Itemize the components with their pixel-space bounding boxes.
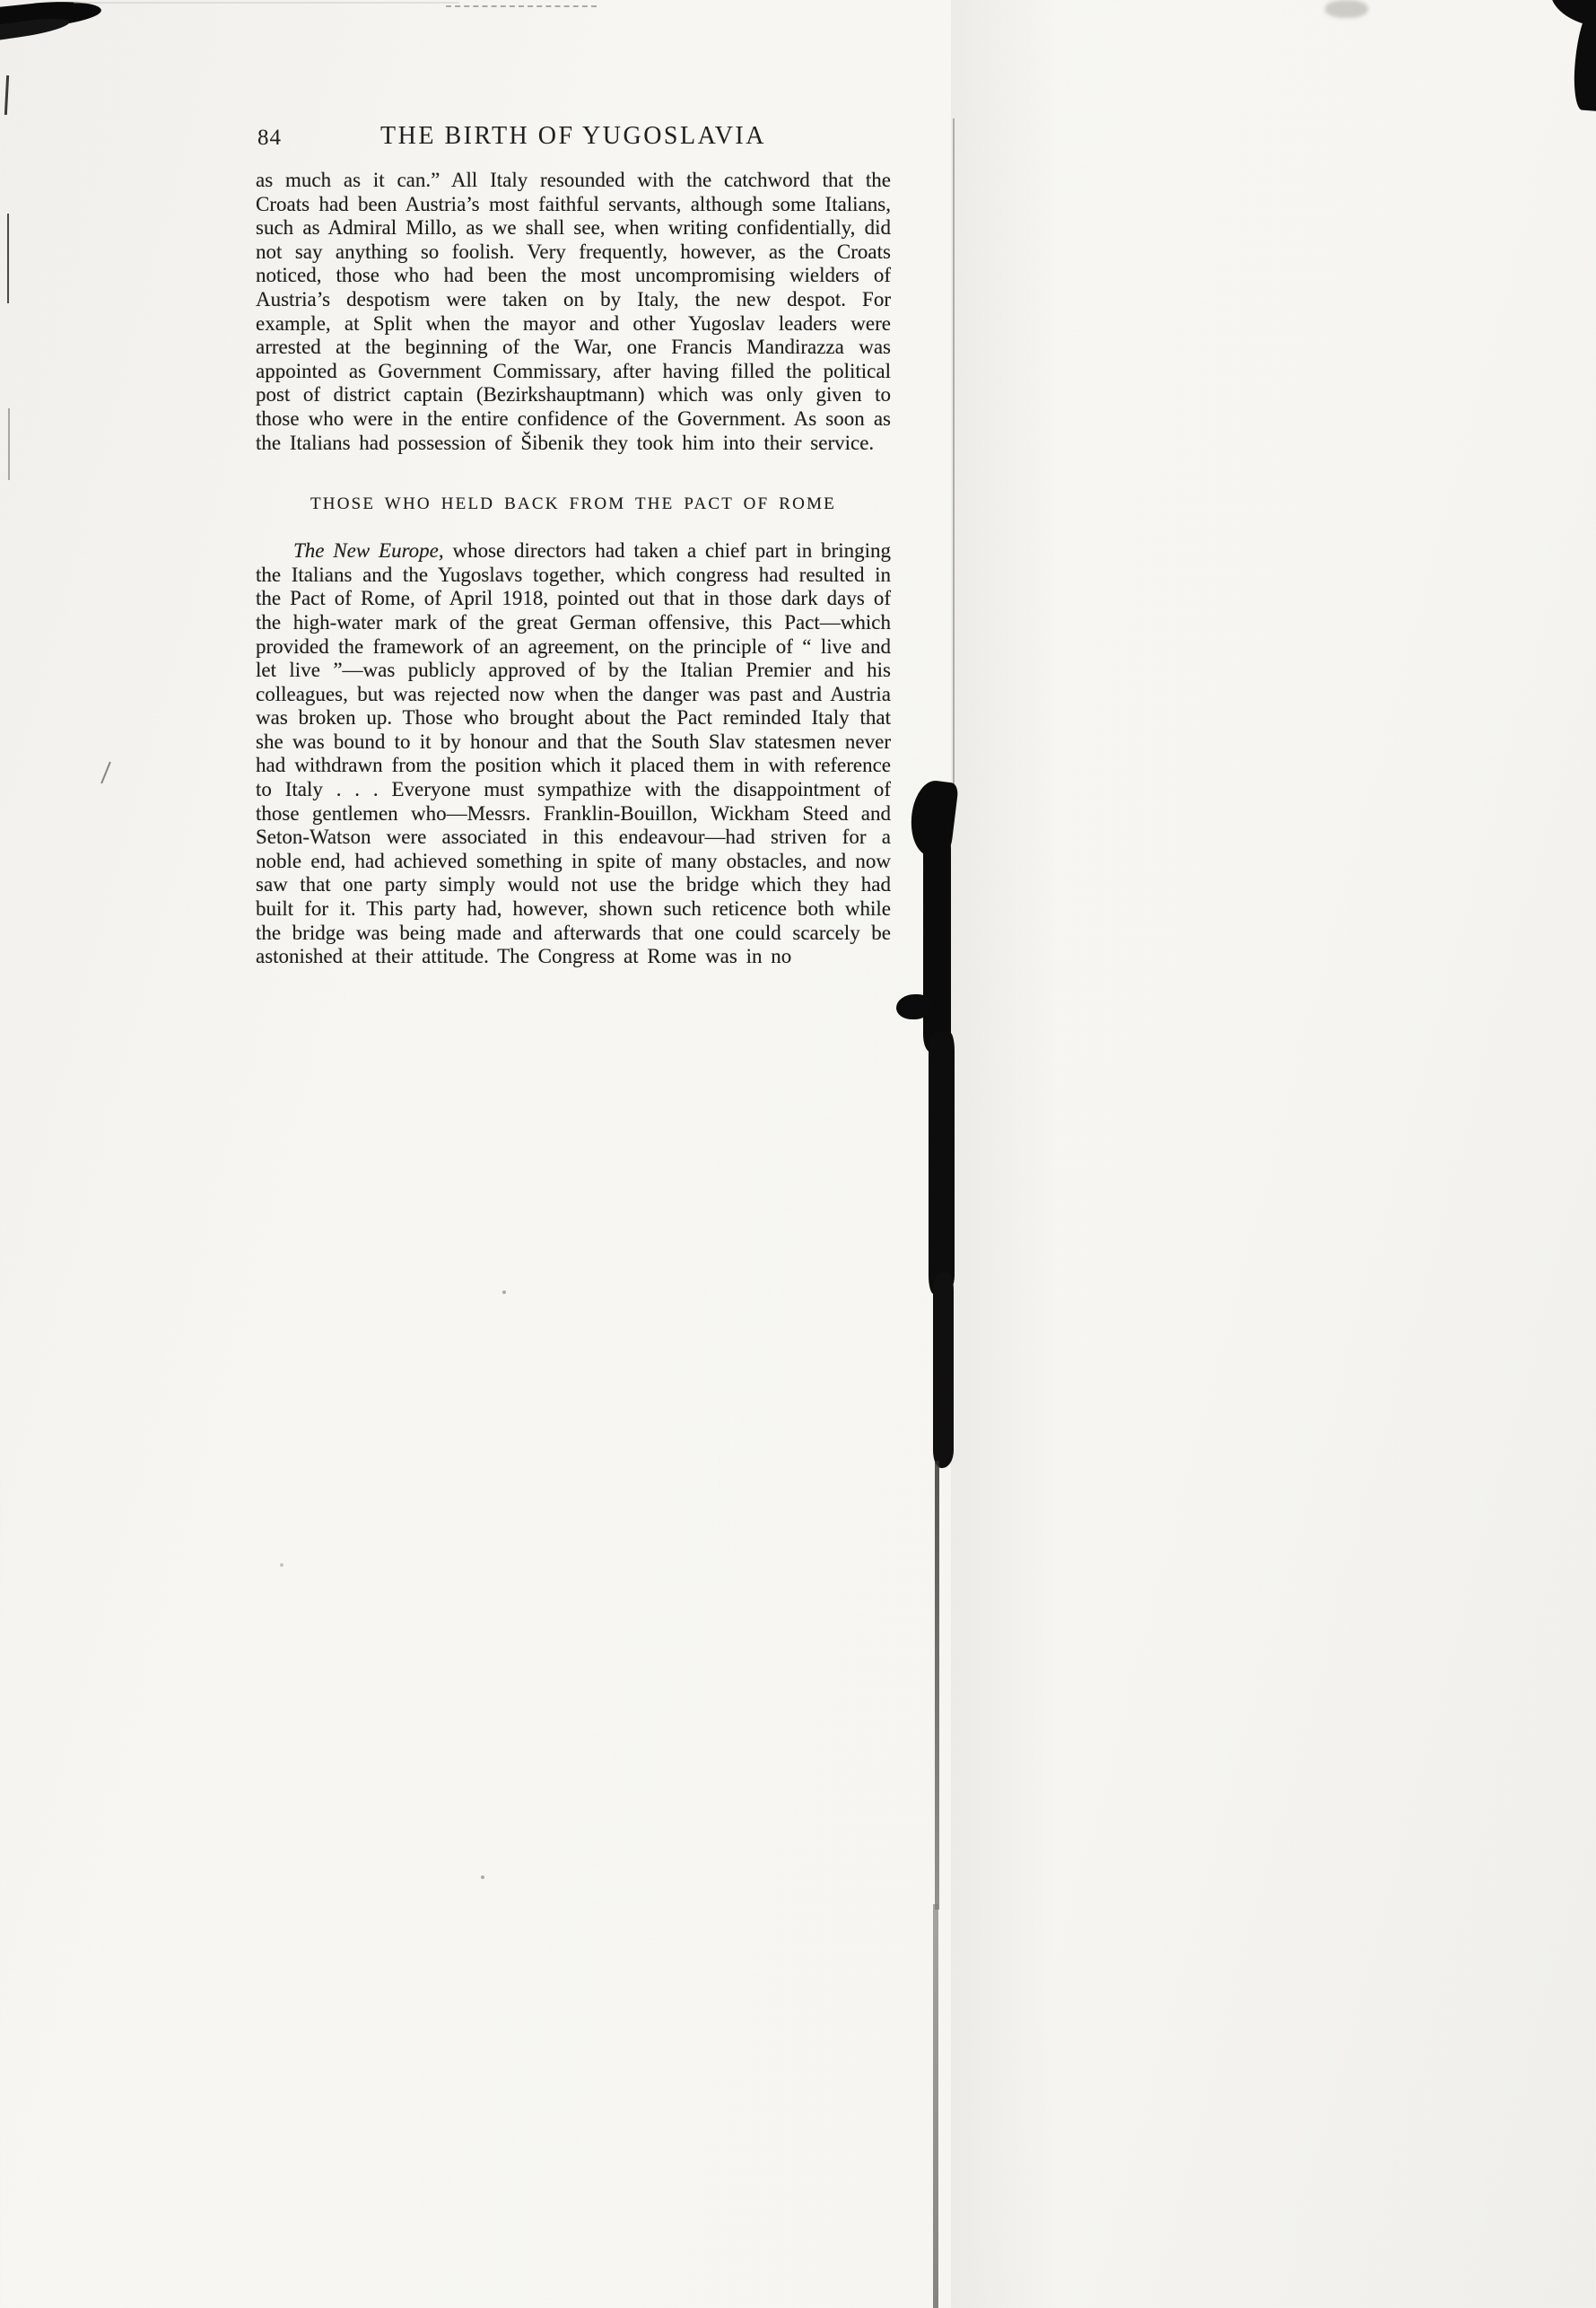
running-title: THE BIRTH OF YUGOSLAVIA (380, 122, 766, 150)
paragraph-2-body: whose directors had taken a chief part in bringing the Italians and the Yugoslavs together, which congress had resulted in the Pact of Rome, of April 1918, pointed out that in those dark days of the high-water mark of the great German offensive, this Pact—which provided the framework of an agreement, on the principle of “ live and let live ”—was publicly approved of by the Italian Premier and his colleagues, but was rejected now when the danger was past and Austria was broken up. Those who brought about the Pact reminded Italy that she was bound to it by honour and that the South Slav statesmen never had withdrawn from the position which it placed them in with reference to Italy . . . Everyone must sympathize with the disappointment of those gentlemen who—Messrs. Franklin-Bouillon, Wickham Steed and Seton-Watson were associated in this endeavour—had striven for a noble end, had achieved something in spite of many obstacles, and now saw that one party simply would not use the bridge which they had built for it. This party had, however, shown such reticence both while the bridge was being made and afterwards that one could scarcely be astonished at their attitude. The Congress at Rome was in no (256, 539, 892, 968)
binding-shadow-bump (896, 994, 930, 1019)
paper-speck-2 (481, 1875, 484, 1879)
scan-top-edge-line (74, 2, 459, 4)
pencil-slash-mark (100, 762, 111, 784)
paper-speck-3 (280, 1563, 283, 1567)
page-number: 84 (257, 126, 282, 150)
paper-speck-1 (502, 1290, 506, 1294)
binding-shade (951, 0, 1059, 2308)
section-heading: THOSE WHO HELD BACK FROM THE PACT OF ROME (310, 494, 836, 514)
binding-shadow-bar-2 (929, 1032, 955, 1294)
scan-dashed-line-top (446, 5, 597, 7)
margin-mark-left-2 (7, 214, 9, 303)
italic-journal-title: The New Europe, (293, 539, 444, 563)
margin-mark-left-3 (8, 408, 10, 480)
scan-smudge-top-right (1325, 0, 1368, 18)
paragraph-2 (256, 539, 891, 969)
margin-mark-left-1 (4, 75, 9, 115)
scan-corner-top-right-2 (1572, 6, 1596, 111)
page-edge-line-upper (953, 118, 955, 784)
page-edge-strip-2 (933, 1904, 938, 2308)
binding-shadow-bar-1 (923, 833, 951, 1053)
page-edge-strip-1 (935, 1461, 939, 1910)
paragraph-1: as much as it can.” All Italy resounded with the catchword that the Croats had been Austria’s most faithful servants, although some Italians, such as Admiral Millo, as we shall see, when writing confidentially, did not say anything so foolish. Very frequently, however, as the Croats noticed, those who had been the most uncompromising wielders of Austria’s despotism were taken on by Italy, the new despot. For example, at Split when the mayor and other Yugoslav leaders were arrested at the beginning of the War, one Francis Mandirazza was appointed as Government Commissary, after having filled the political post of district captain (Bezirkshauptmann) which was only given to those who were in the entire confidence of the Government. As soon as the Italians had possession of Šibenik they took him into their service. (256, 169, 891, 454)
page-header (256, 122, 891, 158)
text-block (256, 122, 891, 969)
binding-shadow-bar-3 (933, 1272, 954, 1468)
